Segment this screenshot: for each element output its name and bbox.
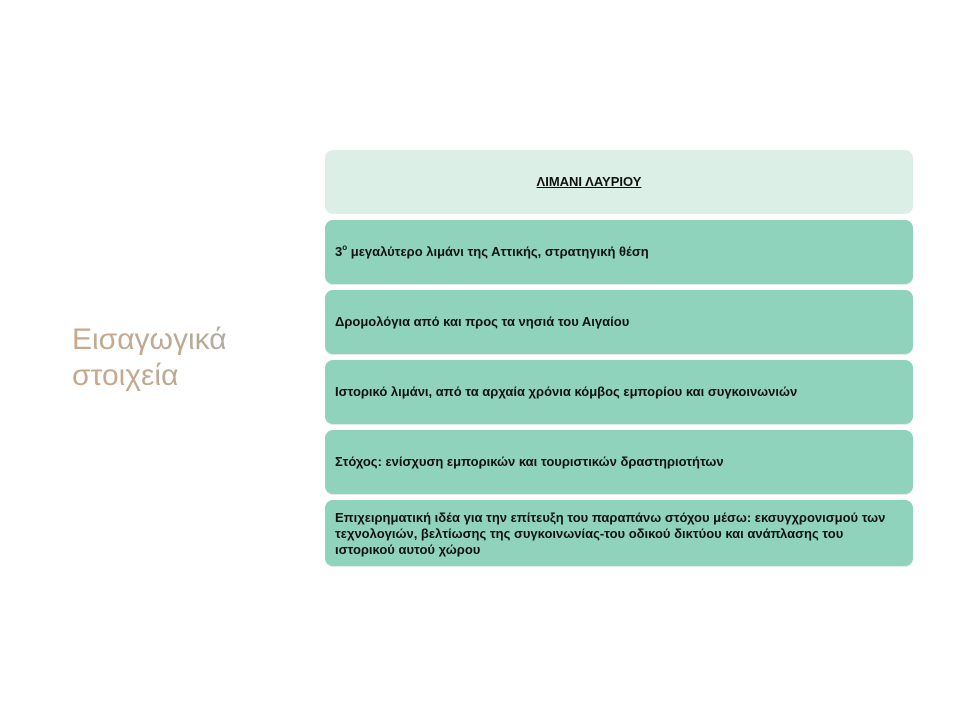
item-text-4: Στόχος: ενίσχυση εμπορικών και τουριστικών δραστηριοτήτων — [335, 454, 724, 469]
item-box-5 — [325, 500, 913, 566]
header-text: ΛΙΜΑΝΙ ΛΑΥΡΙΟΥ — [536, 174, 642, 189]
item-1-number: 3 — [335, 244, 343, 259]
slide-title-line-1: Εισαγωγικά — [72, 322, 302, 358]
item-text-3: Ιστορικό λιμάνι, από τα αρχαία χρόνια κόμβος εμπορίου και συγκοινωνιών — [335, 384, 798, 399]
slide-title-line-2: στοιχεία — [72, 358, 302, 394]
item-text-5: Επιχειρηματική ιδέα για την επίτευξη του παραπάνω στόχου μέσω: εκσυγχρονισμού των τεχνολογιών, βελτίωσης της συγκοινωνίας-του οδικού δικτύου και ανάπλασης του ιστορικού αυτού χώρου — [335, 509, 886, 557]
item-1-rest: μεγαλύτερο λιμάνι της Αττικής, στρατηγική θέση — [347, 244, 649, 259]
item-text-2: Δρομολόγια από και προς τα νησιά του Αιγαίου — [335, 314, 630, 329]
item-1-superscript: ο — [342, 242, 348, 252]
content-box-list — [325, 150, 913, 566]
item-box-1 — [325, 220, 913, 284]
item-box-3 — [325, 360, 913, 424]
slide-title — [72, 322, 302, 394]
item-box-2 — [325, 290, 913, 354]
header-box — [325, 150, 913, 214]
item-text-1 — [335, 244, 649, 260]
item-box-4 — [325, 430, 913, 494]
